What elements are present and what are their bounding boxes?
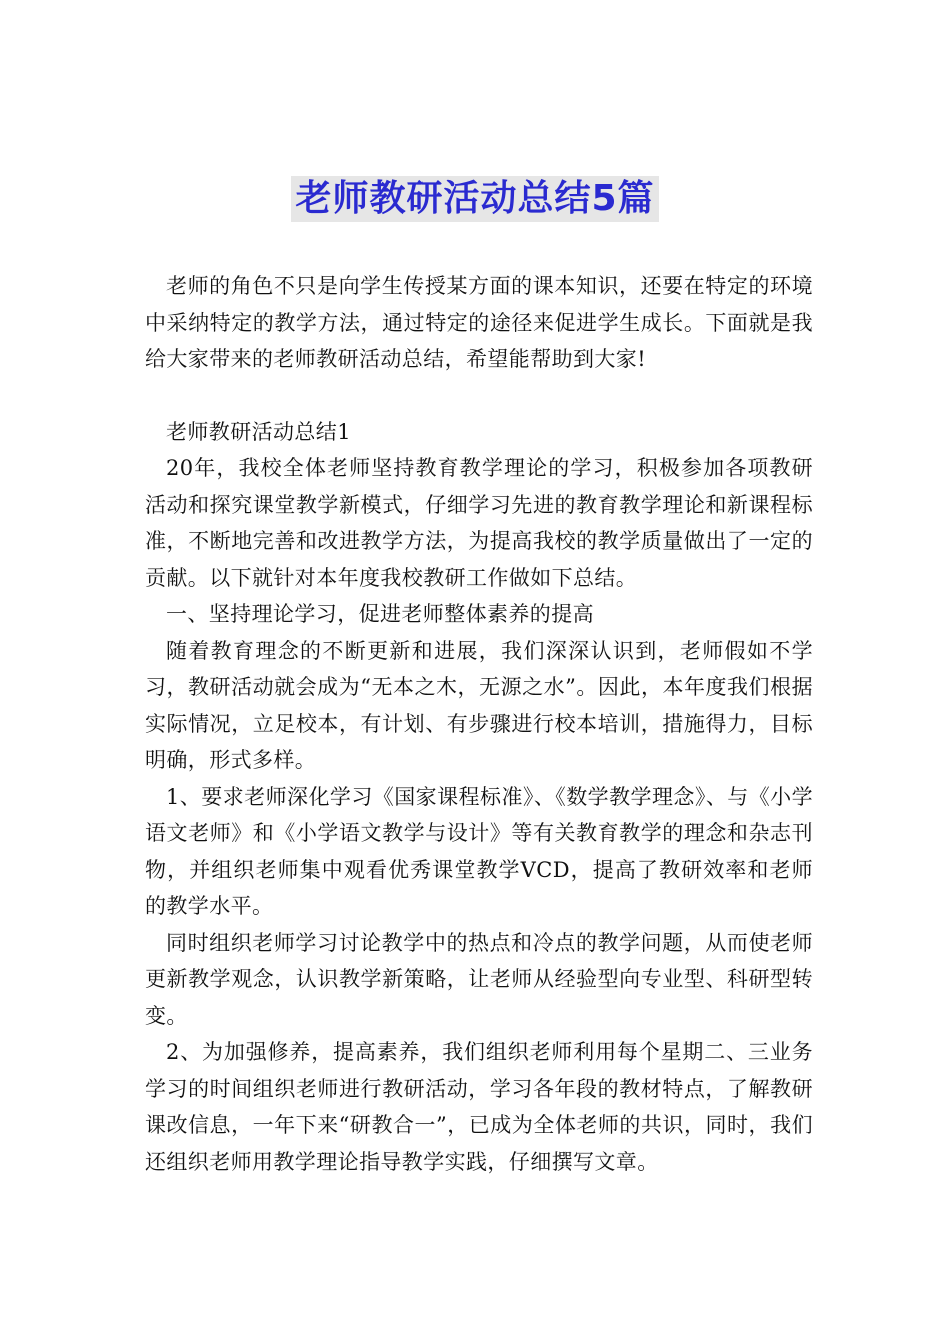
body-paragraph: 随着教育理念的不断更新和进展，我们深深认识到，老师假如不学习，教研活动就会成为“无本之木，无源之水”。因此，本年度我们根据实际情况，立足校本，有计划、有步骤进行校本培训，措施得力，目标明确，形式多样。 [145,638,813,772]
body-paragraph: 2、为加强修养，提高素养，我们组织老师利用每个星期二、三业务学习的时间组织老师进行教研活动，学习各年段的教材特点，了解教研课改信息，一年下来“研教合一”，已成为全体老师的共识，同时，我们还组织老师用教学理论指导教学实践，仔细撰写文章。 [145,1040,813,1174]
body-paragraph: 1、要求老师深化学习《国家课程标准》、《数学教学理念》、与《小学语文老师》和《小学语文教学与设计》等有关教育教学的理念和杂志刊物，并组织老师集中观看优秀课堂教学VCD，提高了教研效率和老师的教学水平。 [145,784,813,918]
document-title: 老师教研活动总结5篇 [291,176,658,222]
body-paragraph: 同时组织老师学习讨论教学中的热点和冷点的教学问题，从而使老师更新教学观念，认识教学新策略，让老师从经验型向专业型、科研型转变。 [145,930,813,1028]
title-container [0,176,950,222]
intro-paragraph: 老师的角色不只是向学生传授某方面的课本知识，还要在特定的环境中采纳特定的教学方法，通过特定的途径来促进学生成长。下面就是我给大家带来的老师教研活动总结，希望能帮助到大家! [145,274,813,371]
document-body [145,268,813,1180]
section-heading: 老师教研活动总结1 [166,419,351,444]
subsection-heading: 一、坚持理论学习，促进老师整体素养的提高 [166,602,594,626]
body-paragraph: 20年，我校全体老师坚持教育教学理论的学习，积极参加各项教研活动和探究课堂教学新模式，仔细学习先进的教育教学理论和新课程标准，不断地完善和改进教学方法，为提高我校的教学质量做出了一定的贡献。以下就针对本年度我校教研工作做如下总结。 [145,456,813,590]
